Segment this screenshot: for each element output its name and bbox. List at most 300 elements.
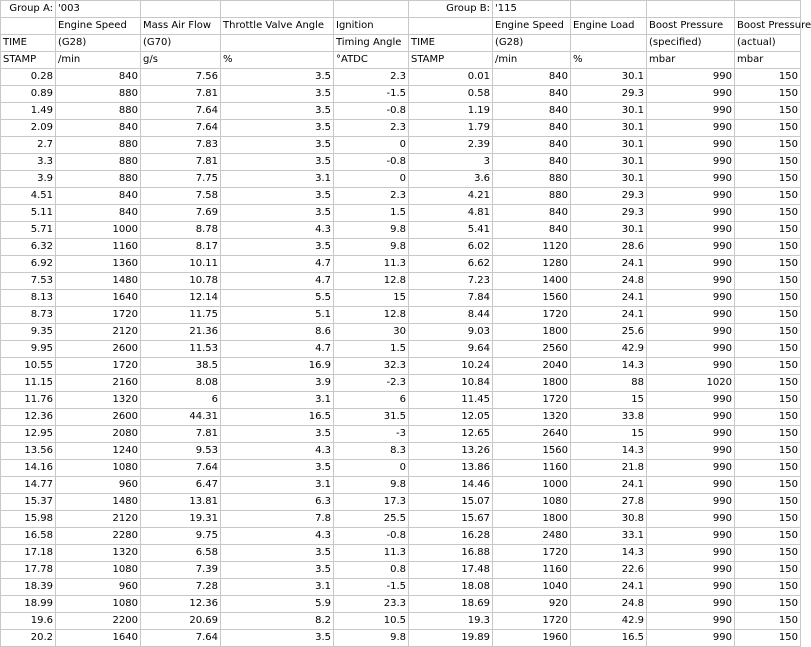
cell-boost-pressure-specified[interactable]: 1020 [647, 375, 735, 392]
cell-engine-speed-b[interactable]: 2640 [493, 426, 571, 443]
cell-mass-air-flow[interactable]: 7.39 [141, 562, 221, 579]
cell-throttle-valve-angle[interactable]: 3.5 [221, 239, 334, 256]
cell-engine-load[interactable]: 27.8 [571, 494, 647, 511]
cell-ignition-timing-angle[interactable]: 0 [334, 171, 409, 188]
cell-time-stamp-a[interactable]: 5.11 [1, 205, 56, 222]
cell-time-stamp-b[interactable]: 3 [409, 154, 493, 171]
header-cell-throttle-valve-angle[interactable] [221, 35, 334, 52]
cell-mass-air-flow[interactable]: 7.64 [141, 460, 221, 477]
cell-time-stamp-a[interactable]: 8.13 [1, 290, 56, 307]
cell-ignition-timing-angle[interactable]: 6 [334, 392, 409, 409]
cell-mass-air-flow[interactable]: 7.69 [141, 205, 221, 222]
cell-time-stamp-a[interactable]: 20.2 [1, 630, 56, 647]
cell-time-stamp-b[interactable]: 8.44 [409, 307, 493, 324]
cell-engine-speed-a[interactable]: 2200 [56, 613, 141, 630]
header-cell-boost-pressure-actual[interactable] [735, 1, 801, 18]
cell-time-stamp-a[interactable]: 19.6 [1, 613, 56, 630]
cell-time-stamp-a[interactable]: 16.58 [1, 528, 56, 545]
cell-engine-load[interactable]: 33.1 [571, 528, 647, 545]
cell-boost-pressure-specified[interactable]: 990 [647, 460, 735, 477]
cell-boost-pressure-actual[interactable]: 150 [735, 273, 801, 290]
cell-engine-speed-b[interactable]: 920 [493, 596, 571, 613]
header-cell-engine-speed-a[interactable]: /min [56, 52, 141, 69]
cell-engine-speed-b[interactable]: 1080 [493, 494, 571, 511]
cell-boost-pressure-actual[interactable]: 150 [735, 171, 801, 188]
cell-mass-air-flow[interactable]: 7.64 [141, 120, 221, 137]
cell-engine-load[interactable]: 30.1 [571, 154, 647, 171]
cell-boost-pressure-actual[interactable]: 150 [735, 205, 801, 222]
cell-mass-air-flow[interactable]: 7.83 [141, 137, 221, 154]
cell-engine-speed-a[interactable]: 960 [56, 477, 141, 494]
cell-time-stamp-a[interactable]: 0.28 [1, 69, 56, 86]
cell-engine-speed-b[interactable]: 840 [493, 137, 571, 154]
cell-mass-air-flow[interactable]: 10.78 [141, 273, 221, 290]
cell-time-stamp-b[interactable]: 1.19 [409, 103, 493, 120]
cell-time-stamp-b[interactable]: 9.64 [409, 341, 493, 358]
cell-mass-air-flow[interactable]: 7.64 [141, 103, 221, 120]
cell-time-stamp-b[interactable]: 11.45 [409, 392, 493, 409]
cell-engine-speed-a[interactable]: 1640 [56, 290, 141, 307]
cell-boost-pressure-actual[interactable]: 150 [735, 188, 801, 205]
cell-engine-speed-b[interactable]: 1720 [493, 613, 571, 630]
cell-mass-air-flow[interactable]: 7.64 [141, 630, 221, 647]
cell-time-stamp-b[interactable]: 12.65 [409, 426, 493, 443]
cell-engine-speed-a[interactable]: 1000 [56, 222, 141, 239]
cell-time-stamp-a[interactable]: 14.16 [1, 460, 56, 477]
cell-boost-pressure-specified[interactable]: 990 [647, 307, 735, 324]
cell-boost-pressure-actual[interactable]: 150 [735, 103, 801, 120]
cell-throttle-valve-angle[interactable]: 3.1 [221, 579, 334, 596]
header-cell-time-stamp-b[interactable]: Group B: [409, 1, 493, 18]
cell-boost-pressure-actual[interactable]: 150 [735, 579, 801, 596]
cell-boost-pressure-specified[interactable]: 990 [647, 426, 735, 443]
cell-boost-pressure-specified[interactable]: 990 [647, 256, 735, 273]
cell-engine-load[interactable]: 29.3 [571, 86, 647, 103]
cell-time-stamp-a[interactable]: 2.7 [1, 137, 56, 154]
cell-engine-load[interactable]: 22.6 [571, 562, 647, 579]
cell-time-stamp-b[interactable]: 19.3 [409, 613, 493, 630]
header-cell-mass-air-flow[interactable] [141, 1, 221, 18]
cell-engine-speed-a[interactable]: 1640 [56, 630, 141, 647]
header-cell-ignition-timing-angle[interactable]: °ATDC [334, 52, 409, 69]
cell-mass-air-flow[interactable]: 6 [141, 392, 221, 409]
cell-throttle-valve-angle[interactable]: 3.5 [221, 188, 334, 205]
cell-engine-speed-a[interactable]: 880 [56, 103, 141, 120]
cell-boost-pressure-specified[interactable]: 990 [647, 205, 735, 222]
cell-boost-pressure-specified[interactable]: 990 [647, 511, 735, 528]
cell-engine-load[interactable]: 21.8 [571, 460, 647, 477]
cell-throttle-valve-angle[interactable]: 3.5 [221, 545, 334, 562]
cell-engine-speed-b[interactable]: 1000 [493, 477, 571, 494]
cell-time-stamp-b[interactable]: 13.86 [409, 460, 493, 477]
cell-engine-speed-b[interactable]: 1800 [493, 375, 571, 392]
cell-engine-speed-b[interactable]: 1560 [493, 443, 571, 460]
cell-time-stamp-b[interactable]: 2.39 [409, 137, 493, 154]
cell-ignition-timing-angle[interactable]: -0.8 [334, 103, 409, 120]
cell-mass-air-flow[interactable]: 19.31 [141, 511, 221, 528]
cell-engine-speed-b[interactable]: 1720 [493, 307, 571, 324]
cell-boost-pressure-actual[interactable]: 150 [735, 562, 801, 579]
cell-engine-speed-b[interactable]: 1280 [493, 256, 571, 273]
header-cell-time-stamp-b[interactable]: STAMP [409, 52, 493, 69]
cell-boost-pressure-specified[interactable]: 990 [647, 528, 735, 545]
header-cell-boost-pressure-specified[interactable] [647, 1, 735, 18]
cell-boost-pressure-actual[interactable]: 150 [735, 630, 801, 647]
cell-mass-air-flow[interactable]: 9.53 [141, 443, 221, 460]
cell-time-stamp-b[interactable]: 17.48 [409, 562, 493, 579]
header-cell-throttle-valve-angle[interactable] [221, 1, 334, 18]
cell-ignition-timing-angle[interactable]: 0.8 [334, 562, 409, 579]
cell-time-stamp-b[interactable]: 0.01 [409, 69, 493, 86]
header-cell-engine-speed-a[interactable]: '003 [56, 1, 141, 18]
cell-boost-pressure-actual[interactable]: 150 [735, 511, 801, 528]
cell-engine-load[interactable]: 16.5 [571, 630, 647, 647]
cell-time-stamp-a[interactable]: 15.98 [1, 511, 56, 528]
cell-throttle-valve-angle[interactable]: 4.7 [221, 256, 334, 273]
header-cell-time-stamp-a[interactable]: Group A: [1, 1, 56, 18]
cell-time-stamp-b[interactable]: 19.89 [409, 630, 493, 647]
cell-time-stamp-b[interactable]: 4.21 [409, 188, 493, 205]
cell-time-stamp-a[interactable]: 11.15 [1, 375, 56, 392]
cell-engine-speed-b[interactable]: 2480 [493, 528, 571, 545]
cell-boost-pressure-specified[interactable]: 990 [647, 579, 735, 596]
header-cell-ignition-timing-angle[interactable]: Timing Angle [334, 35, 409, 52]
header-cell-boost-pressure-actual[interactable]: mbar [735, 52, 801, 69]
cell-engine-load[interactable]: 24.8 [571, 596, 647, 613]
cell-boost-pressure-actual[interactable]: 150 [735, 358, 801, 375]
cell-engine-speed-a[interactable]: 1320 [56, 545, 141, 562]
cell-engine-load[interactable]: 42.9 [571, 613, 647, 630]
cell-ignition-timing-angle[interactable]: 10.5 [334, 613, 409, 630]
cell-time-stamp-a[interactable]: 9.95 [1, 341, 56, 358]
cell-engine-load[interactable]: 24.1 [571, 290, 647, 307]
cell-mass-air-flow[interactable]: 7.56 [141, 69, 221, 86]
cell-boost-pressure-specified[interactable]: 990 [647, 409, 735, 426]
cell-throttle-valve-angle[interactable]: 3.5 [221, 562, 334, 579]
cell-time-stamp-b[interactable]: 13.26 [409, 443, 493, 460]
cell-engine-speed-b[interactable]: 840 [493, 222, 571, 239]
cell-engine-speed-a[interactable]: 1240 [56, 443, 141, 460]
cell-time-stamp-b[interactable]: 5.41 [409, 222, 493, 239]
cell-engine-speed-b[interactable]: 1160 [493, 562, 571, 579]
cell-ignition-timing-angle[interactable]: -1.5 [334, 579, 409, 596]
cell-engine-speed-a[interactable]: 2600 [56, 341, 141, 358]
cell-boost-pressure-actual[interactable]: 150 [735, 256, 801, 273]
cell-ignition-timing-angle[interactable]: 23.3 [334, 596, 409, 613]
cell-engine-load[interactable]: 14.3 [571, 545, 647, 562]
cell-engine-speed-a[interactable]: 960 [56, 579, 141, 596]
cell-time-stamp-b[interactable]: 15.07 [409, 494, 493, 511]
cell-boost-pressure-specified[interactable]: 990 [647, 562, 735, 579]
cell-boost-pressure-specified[interactable]: 990 [647, 443, 735, 460]
cell-boost-pressure-specified[interactable]: 990 [647, 120, 735, 137]
cell-time-stamp-a[interactable]: 0.89 [1, 86, 56, 103]
cell-ignition-timing-angle[interactable]: 0 [334, 137, 409, 154]
cell-boost-pressure-specified[interactable]: 990 [647, 545, 735, 562]
cell-engine-load[interactable]: 29.3 [571, 205, 647, 222]
cell-engine-speed-a[interactable]: 1080 [56, 460, 141, 477]
cell-boost-pressure-actual[interactable]: 150 [735, 222, 801, 239]
cell-time-stamp-a[interactable]: 18.99 [1, 596, 56, 613]
cell-engine-speed-b[interactable]: 840 [493, 120, 571, 137]
cell-throttle-valve-angle[interactable]: 7.8 [221, 511, 334, 528]
cell-throttle-valve-angle[interactable]: 3.5 [221, 460, 334, 477]
cell-boost-pressure-specified[interactable]: 990 [647, 630, 735, 647]
cell-boost-pressure-specified[interactable]: 990 [647, 154, 735, 171]
cell-time-stamp-b[interactable]: 7.23 [409, 273, 493, 290]
cell-ignition-timing-angle[interactable]: -2.3 [334, 375, 409, 392]
cell-boost-pressure-specified[interactable]: 990 [647, 358, 735, 375]
cell-throttle-valve-angle[interactable]: 3.1 [221, 171, 334, 188]
cell-engine-load[interactable]: 24.1 [571, 256, 647, 273]
cell-time-stamp-b[interactable]: 14.46 [409, 477, 493, 494]
cell-time-stamp-a[interactable]: 17.78 [1, 562, 56, 579]
cell-throttle-valve-angle[interactable]: 4.3 [221, 222, 334, 239]
cell-mass-air-flow[interactable]: 20.69 [141, 613, 221, 630]
cell-boost-pressure-specified[interactable]: 990 [647, 222, 735, 239]
cell-ignition-timing-angle[interactable]: 31.5 [334, 409, 409, 426]
cell-boost-pressure-actual[interactable]: 150 [735, 545, 801, 562]
cell-time-stamp-a[interactable]: 7.53 [1, 273, 56, 290]
cell-time-stamp-a[interactable]: 1.49 [1, 103, 56, 120]
cell-mass-air-flow[interactable]: 6.47 [141, 477, 221, 494]
cell-engine-speed-a[interactable]: 840 [56, 120, 141, 137]
cell-engine-speed-a[interactable]: 1720 [56, 358, 141, 375]
header-cell-time-stamp-a[interactable]: TIME [1, 35, 56, 52]
cell-engine-speed-b[interactable]: 1320 [493, 409, 571, 426]
cell-time-stamp-b[interactable]: 3.6 [409, 171, 493, 188]
cell-time-stamp-a[interactable]: 13.56 [1, 443, 56, 460]
cell-time-stamp-a[interactable]: 12.36 [1, 409, 56, 426]
cell-boost-pressure-actual[interactable]: 150 [735, 154, 801, 171]
cell-time-stamp-b[interactable]: 12.05 [409, 409, 493, 426]
cell-boost-pressure-actual[interactable]: 150 [735, 477, 801, 494]
header-cell-engine-load[interactable] [571, 1, 647, 18]
header-cell-mass-air-flow[interactable]: g/s [141, 52, 221, 69]
cell-mass-air-flow[interactable]: 7.81 [141, 154, 221, 171]
cell-engine-load[interactable]: 24.1 [571, 477, 647, 494]
cell-engine-speed-a[interactable]: 840 [56, 69, 141, 86]
cell-ignition-timing-angle[interactable]: 25.5 [334, 511, 409, 528]
header-cell-engine-speed-b[interactable]: '115 [493, 1, 571, 18]
cell-boost-pressure-specified[interactable]: 990 [647, 86, 735, 103]
cell-ignition-timing-angle[interactable]: 17.3 [334, 494, 409, 511]
cell-time-stamp-b[interactable]: 18.08 [409, 579, 493, 596]
cell-boost-pressure-actual[interactable]: 150 [735, 137, 801, 154]
cell-engine-load[interactable]: 88 [571, 375, 647, 392]
cell-engine-speed-b[interactable]: 1120 [493, 239, 571, 256]
cell-boost-pressure-specified[interactable]: 990 [647, 69, 735, 86]
cell-boost-pressure-actual[interactable]: 150 [735, 86, 801, 103]
cell-ignition-timing-angle[interactable]: 8.3 [334, 443, 409, 460]
cell-engine-speed-b[interactable]: 2040 [493, 358, 571, 375]
cell-boost-pressure-actual[interactable]: 150 [735, 120, 801, 137]
cell-mass-air-flow[interactable]: 10.11 [141, 256, 221, 273]
cell-ignition-timing-angle[interactable]: 9.8 [334, 630, 409, 647]
cell-engine-speed-b[interactable]: 1800 [493, 324, 571, 341]
cell-time-stamp-a[interactable]: 6.92 [1, 256, 56, 273]
header-cell-engine-load[interactable]: % [571, 52, 647, 69]
cell-engine-speed-b[interactable]: 1160 [493, 460, 571, 477]
cell-ignition-timing-angle[interactable]: -0.8 [334, 528, 409, 545]
cell-engine-speed-a[interactable]: 2280 [56, 528, 141, 545]
cell-throttle-valve-angle[interactable]: 3.1 [221, 392, 334, 409]
cell-ignition-timing-angle[interactable]: 12.8 [334, 273, 409, 290]
cell-boost-pressure-specified[interactable]: 990 [647, 324, 735, 341]
cell-mass-air-flow[interactable]: 7.81 [141, 86, 221, 103]
cell-throttle-valve-angle[interactable]: 16.9 [221, 358, 334, 375]
cell-engine-speed-b[interactable]: 1960 [493, 630, 571, 647]
cell-ignition-timing-angle[interactable]: 2.3 [334, 69, 409, 86]
cell-mass-air-flow[interactable]: 11.75 [141, 307, 221, 324]
cell-engine-speed-b[interactable]: 880 [493, 188, 571, 205]
header-cell-time-stamp-b[interactable]: TIME [409, 35, 493, 52]
cell-boost-pressure-actual[interactable]: 150 [735, 69, 801, 86]
cell-engine-speed-a[interactable]: 1320 [56, 392, 141, 409]
cell-engine-speed-b[interactable]: 840 [493, 103, 571, 120]
cell-boost-pressure-specified[interactable]: 990 [647, 273, 735, 290]
cell-engine-speed-b[interactable]: 2560 [493, 341, 571, 358]
header-cell-engine-speed-b[interactable]: Engine Speed [493, 18, 571, 35]
cell-engine-load[interactable]: 24.1 [571, 579, 647, 596]
cell-time-stamp-a[interactable]: 15.37 [1, 494, 56, 511]
header-cell-boost-pressure-specified[interactable]: Boost Pressure [647, 18, 735, 35]
cell-engine-load[interactable]: 42.9 [571, 341, 647, 358]
cell-time-stamp-a[interactable]: 3.9 [1, 171, 56, 188]
cell-engine-speed-a[interactable]: 1720 [56, 307, 141, 324]
cell-time-stamp-b[interactable]: 18.69 [409, 596, 493, 613]
cell-throttle-valve-angle[interactable]: 3.5 [221, 154, 334, 171]
cell-time-stamp-a[interactable]: 12.95 [1, 426, 56, 443]
cell-time-stamp-a[interactable]: 17.18 [1, 545, 56, 562]
cell-throttle-valve-angle[interactable]: 4.3 [221, 443, 334, 460]
cell-boost-pressure-specified[interactable]: 990 [647, 290, 735, 307]
cell-engine-speed-a[interactable]: 2120 [56, 324, 141, 341]
cell-boost-pressure-specified[interactable]: 990 [647, 392, 735, 409]
cell-ignition-timing-angle[interactable]: 1.5 [334, 341, 409, 358]
cell-throttle-valve-angle[interactable]: 3.5 [221, 86, 334, 103]
cell-engine-speed-b[interactable]: 1800 [493, 511, 571, 528]
cell-ignition-timing-angle[interactable]: 11.3 [334, 545, 409, 562]
cell-time-stamp-b[interactable]: 16.28 [409, 528, 493, 545]
cell-engine-speed-a[interactable]: 2080 [56, 426, 141, 443]
cell-ignition-timing-angle[interactable]: 9.8 [334, 222, 409, 239]
cell-time-stamp-a[interactable]: 10.55 [1, 358, 56, 375]
cell-ignition-timing-angle[interactable]: 2.3 [334, 120, 409, 137]
cell-engine-speed-b[interactable]: 1040 [493, 579, 571, 596]
cell-mass-air-flow[interactable]: 13.81 [141, 494, 221, 511]
cell-throttle-valve-angle[interactable]: 3.5 [221, 137, 334, 154]
cell-throttle-valve-angle[interactable]: 5.1 [221, 307, 334, 324]
cell-ignition-timing-angle[interactable]: 2.3 [334, 188, 409, 205]
cell-throttle-valve-angle[interactable]: 5.5 [221, 290, 334, 307]
cell-engine-load[interactable]: 33.8 [571, 409, 647, 426]
cell-boost-pressure-actual[interactable]: 150 [735, 290, 801, 307]
cell-engine-load[interactable]: 29.3 [571, 188, 647, 205]
cell-boost-pressure-actual[interactable]: 150 [735, 494, 801, 511]
cell-engine-speed-a[interactable]: 880 [56, 137, 141, 154]
cell-engine-load[interactable]: 30.1 [571, 171, 647, 188]
cell-engine-speed-b[interactable]: 840 [493, 205, 571, 222]
cell-engine-speed-a[interactable]: 880 [56, 154, 141, 171]
cell-engine-load[interactable]: 15 [571, 392, 647, 409]
cell-throttle-valve-angle[interactable]: 16.5 [221, 409, 334, 426]
cell-engine-speed-b[interactable]: 880 [493, 171, 571, 188]
header-cell-throttle-valve-angle[interactable]: % [221, 52, 334, 69]
cell-time-stamp-a[interactable]: 2.09 [1, 120, 56, 137]
cell-engine-speed-a[interactable]: 2120 [56, 511, 141, 528]
cell-boost-pressure-actual[interactable]: 150 [735, 341, 801, 358]
cell-throttle-valve-angle[interactable]: 3.5 [221, 426, 334, 443]
cell-time-stamp-a[interactable]: 8.73 [1, 307, 56, 324]
cell-engine-speed-a[interactable]: 2600 [56, 409, 141, 426]
header-cell-engine-speed-b[interactable]: (G28) [493, 35, 571, 52]
cell-mass-air-flow[interactable]: 12.14 [141, 290, 221, 307]
cell-time-stamp-a[interactable]: 9.35 [1, 324, 56, 341]
cell-ignition-timing-angle[interactable]: -1.5 [334, 86, 409, 103]
cell-engine-speed-a[interactable]: 880 [56, 171, 141, 188]
header-cell-boost-pressure-actual[interactable]: (actual) [735, 35, 801, 52]
cell-engine-speed-b[interactable]: 840 [493, 69, 571, 86]
cell-engine-speed-a[interactable]: 880 [56, 86, 141, 103]
cell-boost-pressure-actual[interactable]: 150 [735, 426, 801, 443]
header-cell-boost-pressure-specified[interactable]: (specified) [647, 35, 735, 52]
cell-throttle-valve-angle[interactable]: 8.6 [221, 324, 334, 341]
cell-engine-load[interactable]: 30.1 [571, 103, 647, 120]
header-cell-mass-air-flow[interactable]: Mass Air Flow [141, 18, 221, 35]
cell-engine-speed-a[interactable]: 1160 [56, 239, 141, 256]
cell-mass-air-flow[interactable]: 38.5 [141, 358, 221, 375]
cell-mass-air-flow[interactable]: 12.36 [141, 596, 221, 613]
cell-ignition-timing-angle[interactable]: 1.5 [334, 205, 409, 222]
header-cell-boost-pressure-actual[interactable]: Boost Pressure [735, 18, 801, 35]
cell-throttle-valve-angle[interactable]: 5.9 [221, 596, 334, 613]
cell-time-stamp-b[interactable]: 10.84 [409, 375, 493, 392]
cell-time-stamp-a[interactable]: 4.51 [1, 188, 56, 205]
cell-throttle-valve-angle[interactable]: 3.5 [221, 205, 334, 222]
cell-mass-air-flow[interactable]: 7.28 [141, 579, 221, 596]
cell-boost-pressure-actual[interactable]: 150 [735, 239, 801, 256]
cell-engine-speed-b[interactable]: 1400 [493, 273, 571, 290]
cell-engine-load[interactable]: 24.1 [571, 307, 647, 324]
cell-time-stamp-a[interactable]: 3.3 [1, 154, 56, 171]
cell-engine-speed-a[interactable]: 1360 [56, 256, 141, 273]
cell-mass-air-flow[interactable]: 44.31 [141, 409, 221, 426]
cell-boost-pressure-actual[interactable]: 150 [735, 392, 801, 409]
cell-throttle-valve-angle[interactable]: 3.9 [221, 375, 334, 392]
cell-engine-load[interactable]: 28.6 [571, 239, 647, 256]
cell-ignition-timing-angle[interactable]: 12.8 [334, 307, 409, 324]
cell-time-stamp-b[interactable]: 0.58 [409, 86, 493, 103]
cell-throttle-valve-angle[interactable]: 3.5 [221, 630, 334, 647]
cell-mass-air-flow[interactable]: 7.75 [141, 171, 221, 188]
cell-time-stamp-b[interactable]: 1.79 [409, 120, 493, 137]
cell-boost-pressure-actual[interactable]: 150 [735, 307, 801, 324]
cell-mass-air-flow[interactable]: 8.08 [141, 375, 221, 392]
cell-time-stamp-b[interactable]: 6.62 [409, 256, 493, 273]
cell-time-stamp-b[interactable]: 7.84 [409, 290, 493, 307]
cell-engine-load[interactable]: 24.8 [571, 273, 647, 290]
header-cell-mass-air-flow[interactable]: (G70) [141, 35, 221, 52]
cell-throttle-valve-angle[interactable]: 3.5 [221, 69, 334, 86]
cell-ignition-timing-angle[interactable]: 30 [334, 324, 409, 341]
cell-engine-speed-a[interactable]: 1080 [56, 562, 141, 579]
cell-boost-pressure-specified[interactable]: 990 [647, 188, 735, 205]
header-cell-engine-speed-a[interactable]: (G28) [56, 35, 141, 52]
cell-engine-load[interactable]: 14.3 [571, 443, 647, 460]
cell-engine-load[interactable]: 15 [571, 426, 647, 443]
cell-mass-air-flow[interactable]: 11.53 [141, 341, 221, 358]
